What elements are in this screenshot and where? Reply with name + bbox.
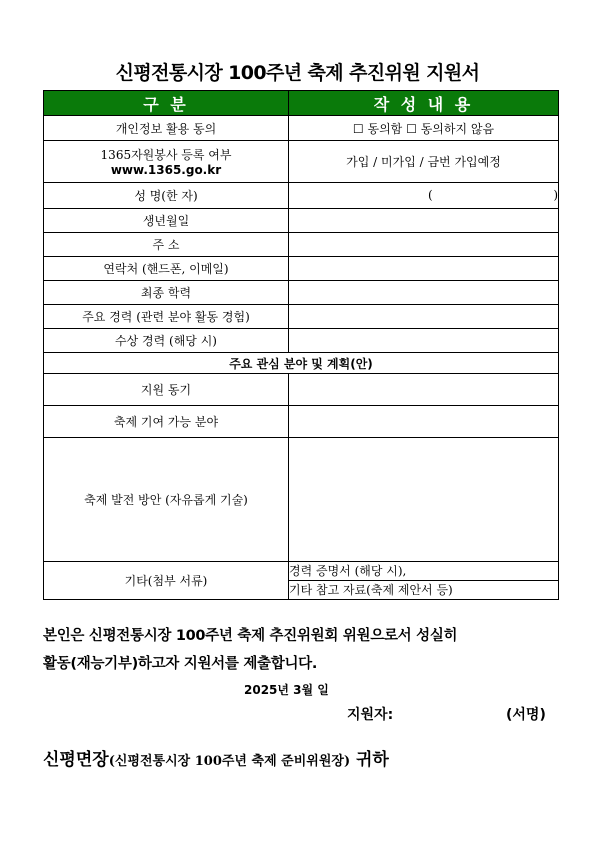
education-field[interactable] <box>289 281 559 305</box>
agree-checkbox[interactable]: ☐ <box>352 121 364 136</box>
name-field[interactable] <box>289 183 559 209</box>
award-field[interactable] <box>289 329 559 353</box>
row-volunteer <box>44 141 559 183</box>
other-label: 기타(첨부 서류) <box>44 562 289 600</box>
row-career <box>44 305 559 329</box>
contribution-label: 축제 기여 가능 분야 <box>44 406 289 438</box>
signature-label: (서명) <box>506 707 546 723</box>
contribution-field[interactable] <box>289 406 559 438</box>
submission-date: 2025년 3월 일 <box>244 683 329 697</box>
development-field[interactable] <box>289 438 559 562</box>
privacy-options <box>289 116 559 141</box>
agree-label: 동의함 <box>367 121 403 136</box>
volunteer-value[interactable]: 가입 / 미가입 / 금번 가입예정 <box>289 141 559 183</box>
row-privacy <box>44 116 559 141</box>
declaration-line-1: 본인은 신평전통시장 100주년 축제 추진위원회 위원으로서 성실히 <box>43 628 458 644</box>
row-address <box>44 233 559 257</box>
other-line-1: 경력 증명서 (해당 시), <box>289 564 407 578</box>
applicant-label: 지원자: <box>347 707 394 723</box>
birth-field[interactable] <box>289 209 559 233</box>
row-section <box>44 353 559 374</box>
disagree-checkbox[interactable]: ☐ <box>406 121 417 136</box>
declaration-line-2: 활동(재능기부)하고자 지원서를 제출합니다. <box>43 656 318 672</box>
row-contact <box>44 257 559 281</box>
name-close-paren: ) <box>553 187 558 202</box>
award-label: 수상 경력 (해당 시) <box>44 329 289 353</box>
row-education <box>44 281 559 305</box>
addressee-end: 귀하 <box>350 750 389 770</box>
row-award <box>44 329 559 353</box>
motive-field[interactable] <box>289 374 559 406</box>
name-label: 성 명(한 자) <box>44 183 289 209</box>
career-field[interactable] <box>289 305 559 329</box>
volunteer-site-link[interactable]: www.1365.go.kr <box>110 163 222 177</box>
section-heading: 주요 관심 분야 및 계획(안) <box>44 353 559 374</box>
motive-label: 지원 동기 <box>44 374 289 406</box>
address-field[interactable] <box>289 233 559 257</box>
row-motive <box>44 374 559 406</box>
career-label: 주요 경력 (관련 분야 활동 경험) <box>44 305 289 329</box>
form-title: 신평전통시장 100주년 축제 추진위원 지원서 <box>115 62 480 84</box>
declaration-text <box>43 622 573 678</box>
row-birth <box>44 209 559 233</box>
address-label: 주 소 <box>44 233 289 257</box>
volunteer-label: 1365자원봉사 등록 여부 <box>100 148 232 162</box>
other-line-2: 기타 참고 자료(축제 제안서 등) <box>289 580 558 599</box>
row-contribution <box>44 406 559 438</box>
name-open-paren: ( <box>428 187 433 202</box>
addressee-main: 신평면장 <box>43 750 109 770</box>
disagree-label: 동의하지 않음 <box>420 121 495 136</box>
table-header-row <box>44 91 559 116</box>
addressee-sub: (신평전통시장 100주년 축제 준비위원장) <box>108 754 351 769</box>
other-field[interactable] <box>289 562 559 600</box>
contact-field[interactable] <box>289 257 559 281</box>
privacy-label: 개인정보 활용 동의 <box>44 116 289 141</box>
row-other <box>44 562 559 600</box>
addressee <box>43 745 389 770</box>
header-content: 작 성 내 용 <box>289 91 559 116</box>
birth-label: 생년월일 <box>44 209 289 233</box>
header-category: 구 분 <box>44 91 289 116</box>
application-form-table <box>43 90 559 600</box>
volunteer-label-cell <box>44 141 289 183</box>
education-label: 최종 학력 <box>44 281 289 305</box>
row-name <box>44 183 559 209</box>
row-development <box>44 438 559 562</box>
contact-label: 연락처 (핸드폰, 이메일) <box>44 257 289 281</box>
development-label: 축제 발전 방안 (자유롭게 기술) <box>44 438 289 562</box>
